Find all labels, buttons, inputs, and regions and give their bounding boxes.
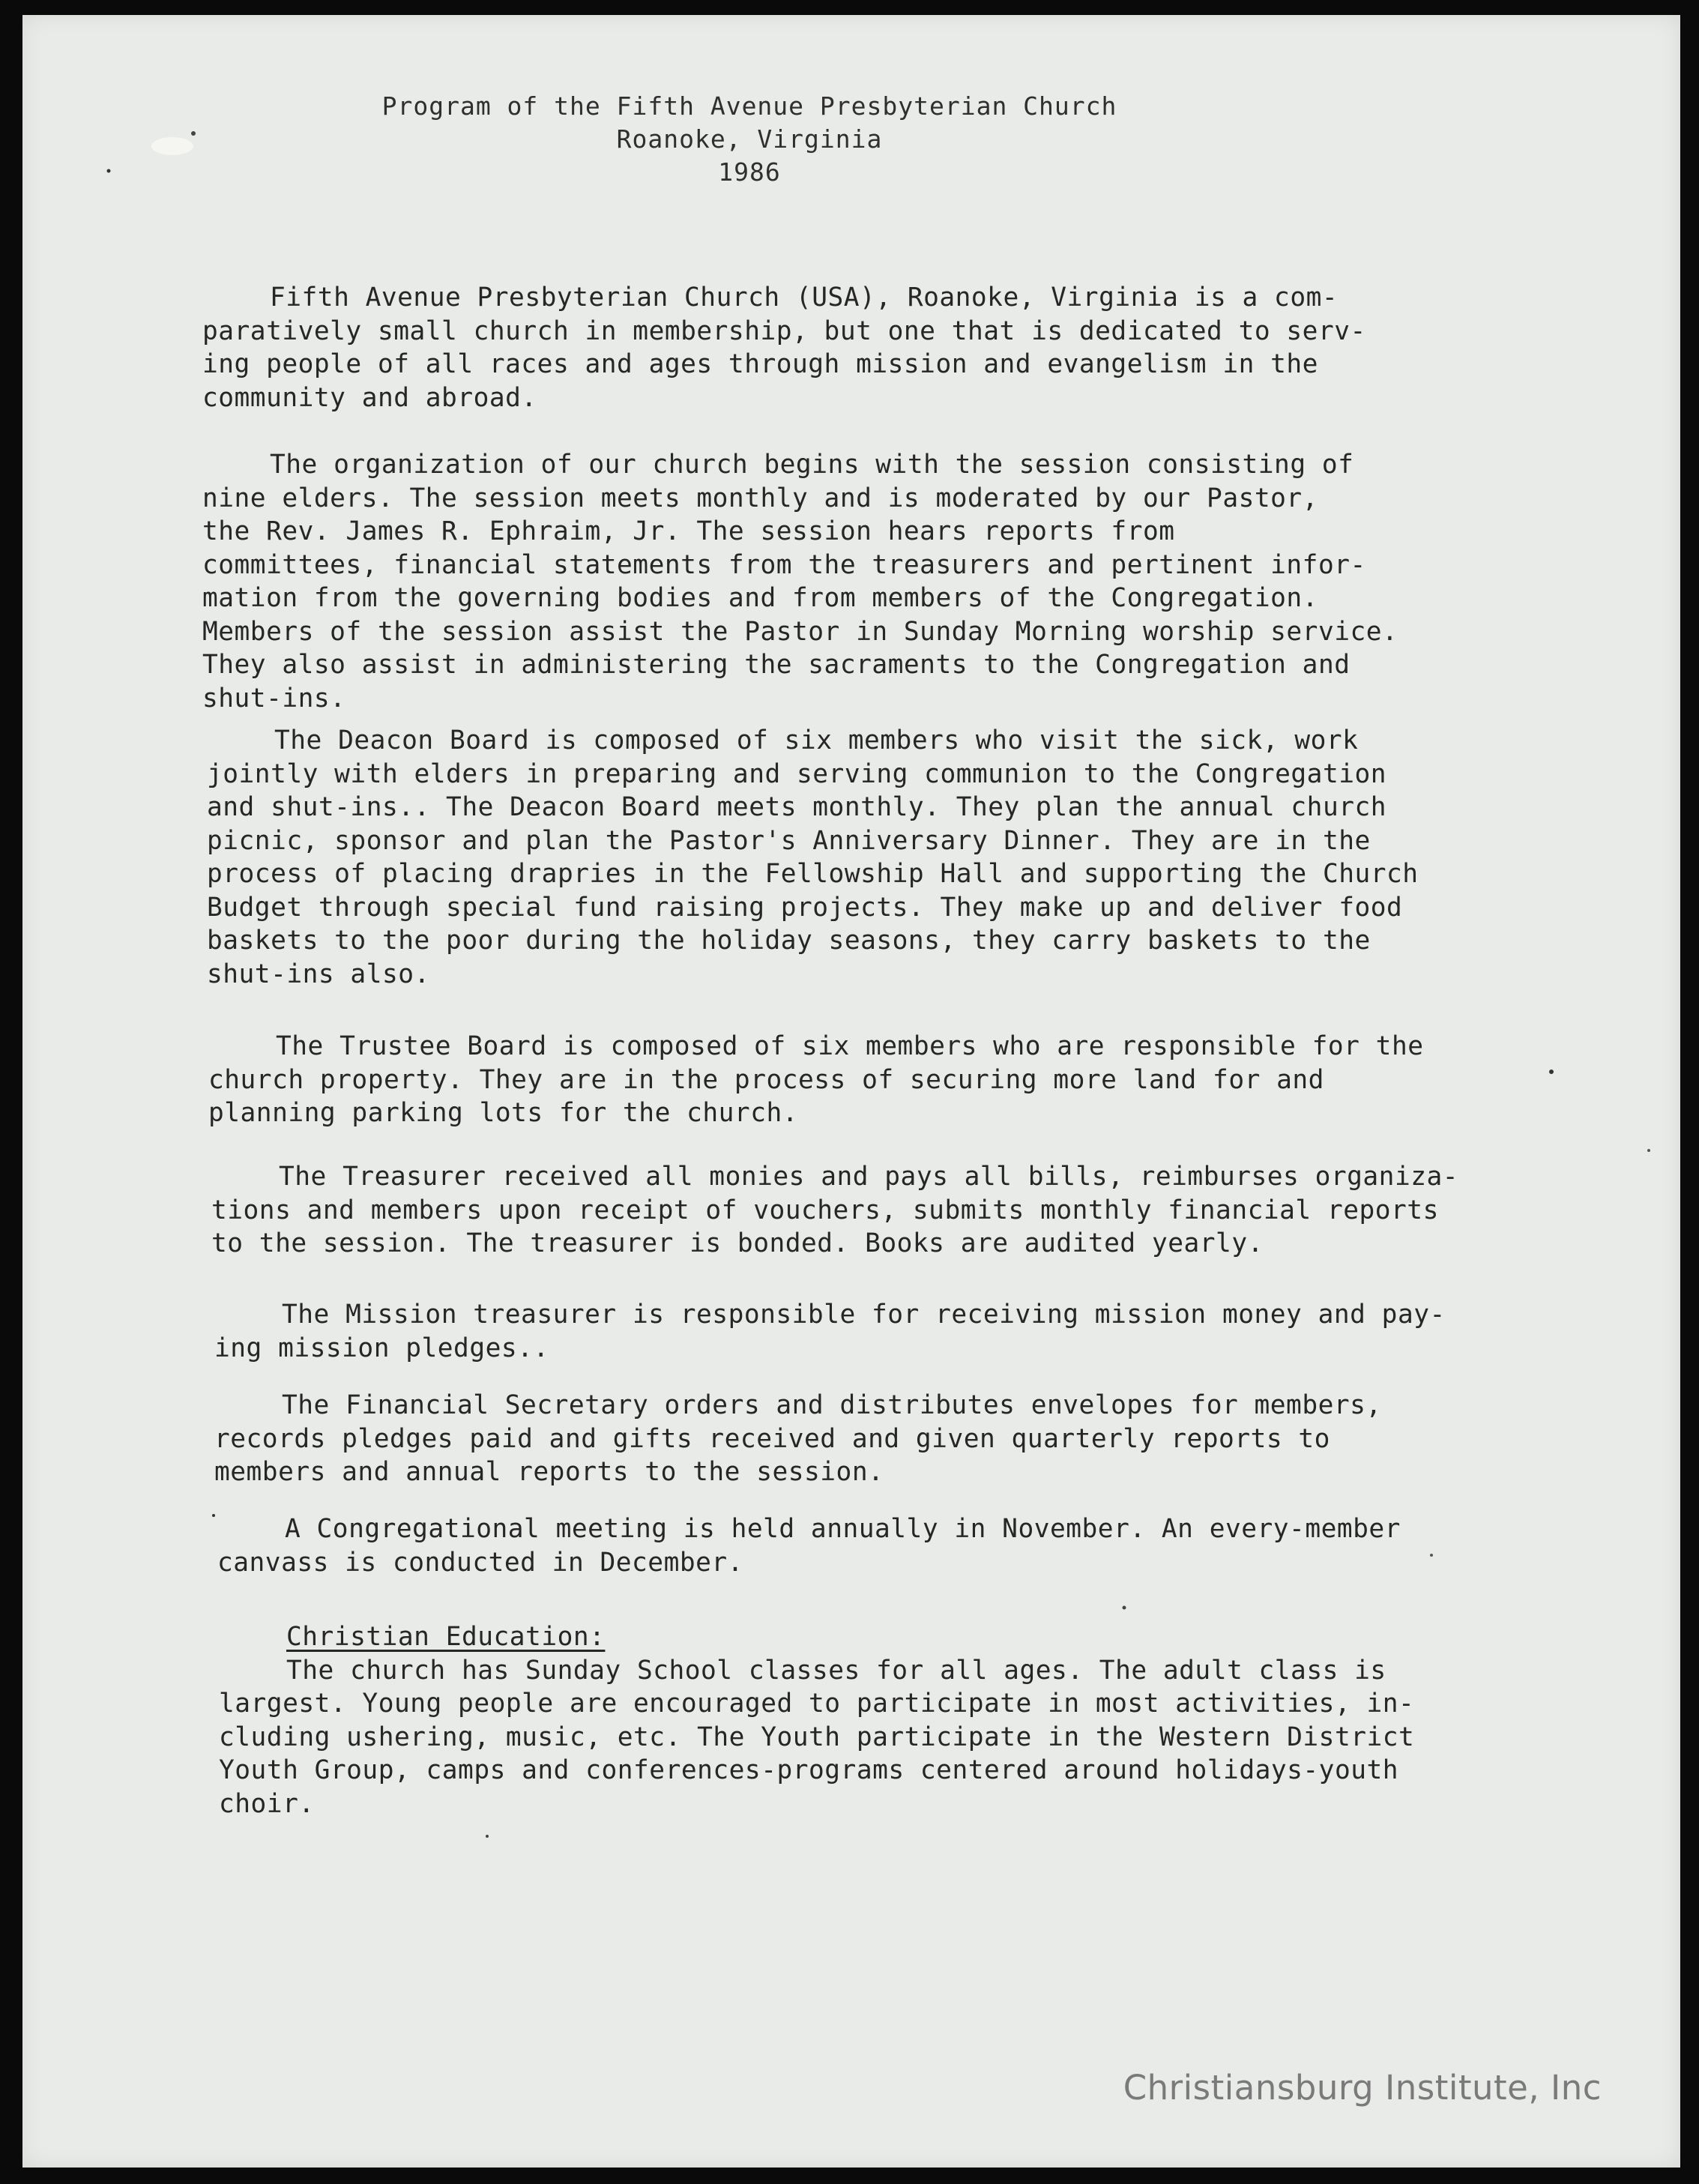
text-line: to the session. The treasurer is bonded. Books are audited yearly. bbox=[211, 1228, 1264, 1258]
text-line: shut-ins also. bbox=[207, 959, 430, 989]
header-year: 1986 bbox=[718, 157, 781, 187]
paper-speck bbox=[1647, 1149, 1650, 1152]
text-line: The church has Sunday School classes for all ages. The adult class is bbox=[286, 1655, 1386, 1686]
paragraph-congregational-meeting bbox=[217, 1512, 1401, 1579]
text-line: shut-ins. bbox=[202, 683, 346, 714]
text-line: Youth Group, camps and conferences-programs centered around holidays-youth bbox=[219, 1755, 1399, 1785]
archive-watermark: Christiansburg Institute, Inc bbox=[1123, 2068, 1602, 2108]
text-line: largest. Young people are encouraged to participate in most activities, in- bbox=[219, 1689, 1415, 1719]
paper-speck bbox=[1123, 1606, 1126, 1610]
text-line: The Deacon Board is composed of six members who visit the sick, work bbox=[274, 726, 1359, 755]
text-line: and shut-ins.. The Deacon Board meets monthly. They plan the annual church bbox=[207, 792, 1387, 822]
text-line: records pledges paid and gifts received and given quarterly reports to bbox=[214, 1423, 1330, 1454]
text-line: The Mission treasurer is responsible for receiving mission money and pay- bbox=[282, 1300, 1446, 1330]
document-page bbox=[22, 15, 1680, 2168]
text-line: cluding ushering, music, etc. The Youth participate in the Western District bbox=[219, 1722, 1415, 1752]
document-header bbox=[22, 90, 1476, 189]
header-title: Program of the Fifth Avenue Presbyterian Church bbox=[381, 91, 1117, 121]
text-line: church property. They are in the process of securing more land for and bbox=[208, 1064, 1324, 1095]
text-line: picnic, sponsor and plan the Pastor's Anniversary Dinner. They are in the bbox=[207, 825, 1371, 856]
paragraph-deacon-board bbox=[207, 724, 1419, 991]
paragraph-introduction bbox=[202, 281, 1366, 414]
text-line: The organization of our church begins with the session consisting of bbox=[270, 450, 1354, 480]
text-line: They also assist in administering the sacraments to the Congregation and bbox=[202, 650, 1351, 680]
text-line: mation from the governing bodies and from members of the Congregation. bbox=[202, 583, 1318, 613]
paragraph-mission-treasurer bbox=[214, 1298, 1446, 1365]
text-line: planning parking lots for the church. bbox=[208, 1098, 799, 1128]
text-line: the Rev. James R. Ephraim, Jr. The session hears reports from bbox=[202, 516, 1175, 546]
paragraph-financial-secretary bbox=[214, 1389, 1382, 1489]
text-line: Fifth Avenue Presbyterian Church (USA), Roanoke, Virginia is a com- bbox=[270, 283, 1339, 313]
text-line: paratively small church in membership, but one that is dedicated to serv- bbox=[202, 316, 1366, 346]
paper-speck bbox=[1430, 1554, 1433, 1557]
text-line: The Financial Secretary orders and distributes envelopes for members, bbox=[282, 1390, 1382, 1420]
text-line: jointly with elders in preparing and serving communion to the Congregation bbox=[207, 758, 1387, 789]
text-line: members and annual reports to the session. bbox=[214, 1457, 884, 1487]
paragraph-session bbox=[202, 448, 1398, 715]
text-line: process of placing drapries in the Fellowship Hall and supporting the Church bbox=[207, 859, 1419, 889]
paper-speck bbox=[486, 1835, 489, 1838]
paragraph-trustee-board bbox=[208, 1030, 1424, 1130]
paper-speck bbox=[212, 1514, 215, 1517]
text-line: baskets to the poor during the holiday seasons, they carry baskets to the bbox=[207, 926, 1371, 956]
section-christian-education bbox=[219, 1620, 1414, 1820]
text-line: canvass is conducted in December. bbox=[217, 1547, 743, 1578]
text-line: A Congregational meeting is held annually in November. An every-member bbox=[285, 1514, 1401, 1544]
header-location: Roanoke, Virginia bbox=[616, 124, 883, 154]
text-line: The Treasurer received all monies and pays all bills, reimburses organiza- bbox=[279, 1162, 1459, 1192]
section-title: Christian Education: bbox=[286, 1622, 606, 1652]
text-line: nine elders. The session meets monthly and is moderated by our Pastor, bbox=[202, 483, 1318, 513]
text-line: ing people of all races and ages through mission and evangelism in the bbox=[202, 349, 1318, 379]
paper-speck bbox=[1549, 1070, 1554, 1074]
text-line: Budget through special fund raising projects. They make up and deliver food bbox=[207, 892, 1403, 923]
paragraph-treasurer bbox=[211, 1160, 1458, 1261]
text-line: choir. bbox=[219, 1788, 315, 1819]
text-line: committees, financial statements from the treasurers and pertinent infor- bbox=[202, 549, 1366, 580]
text-line: community and abroad. bbox=[202, 382, 537, 413]
text-line: The Trustee Board is composed of six members who are responsible for the bbox=[276, 1031, 1424, 1061]
text-line: Members of the session assist the Pastor in Sunday Morning worship service. bbox=[202, 616, 1398, 647]
text-line: ing mission pledges.. bbox=[214, 1333, 549, 1363]
text-line: tions and members upon receipt of vouchers, submits monthly financial reports bbox=[211, 1195, 1439, 1225]
section-heading bbox=[219, 1620, 1414, 1654]
